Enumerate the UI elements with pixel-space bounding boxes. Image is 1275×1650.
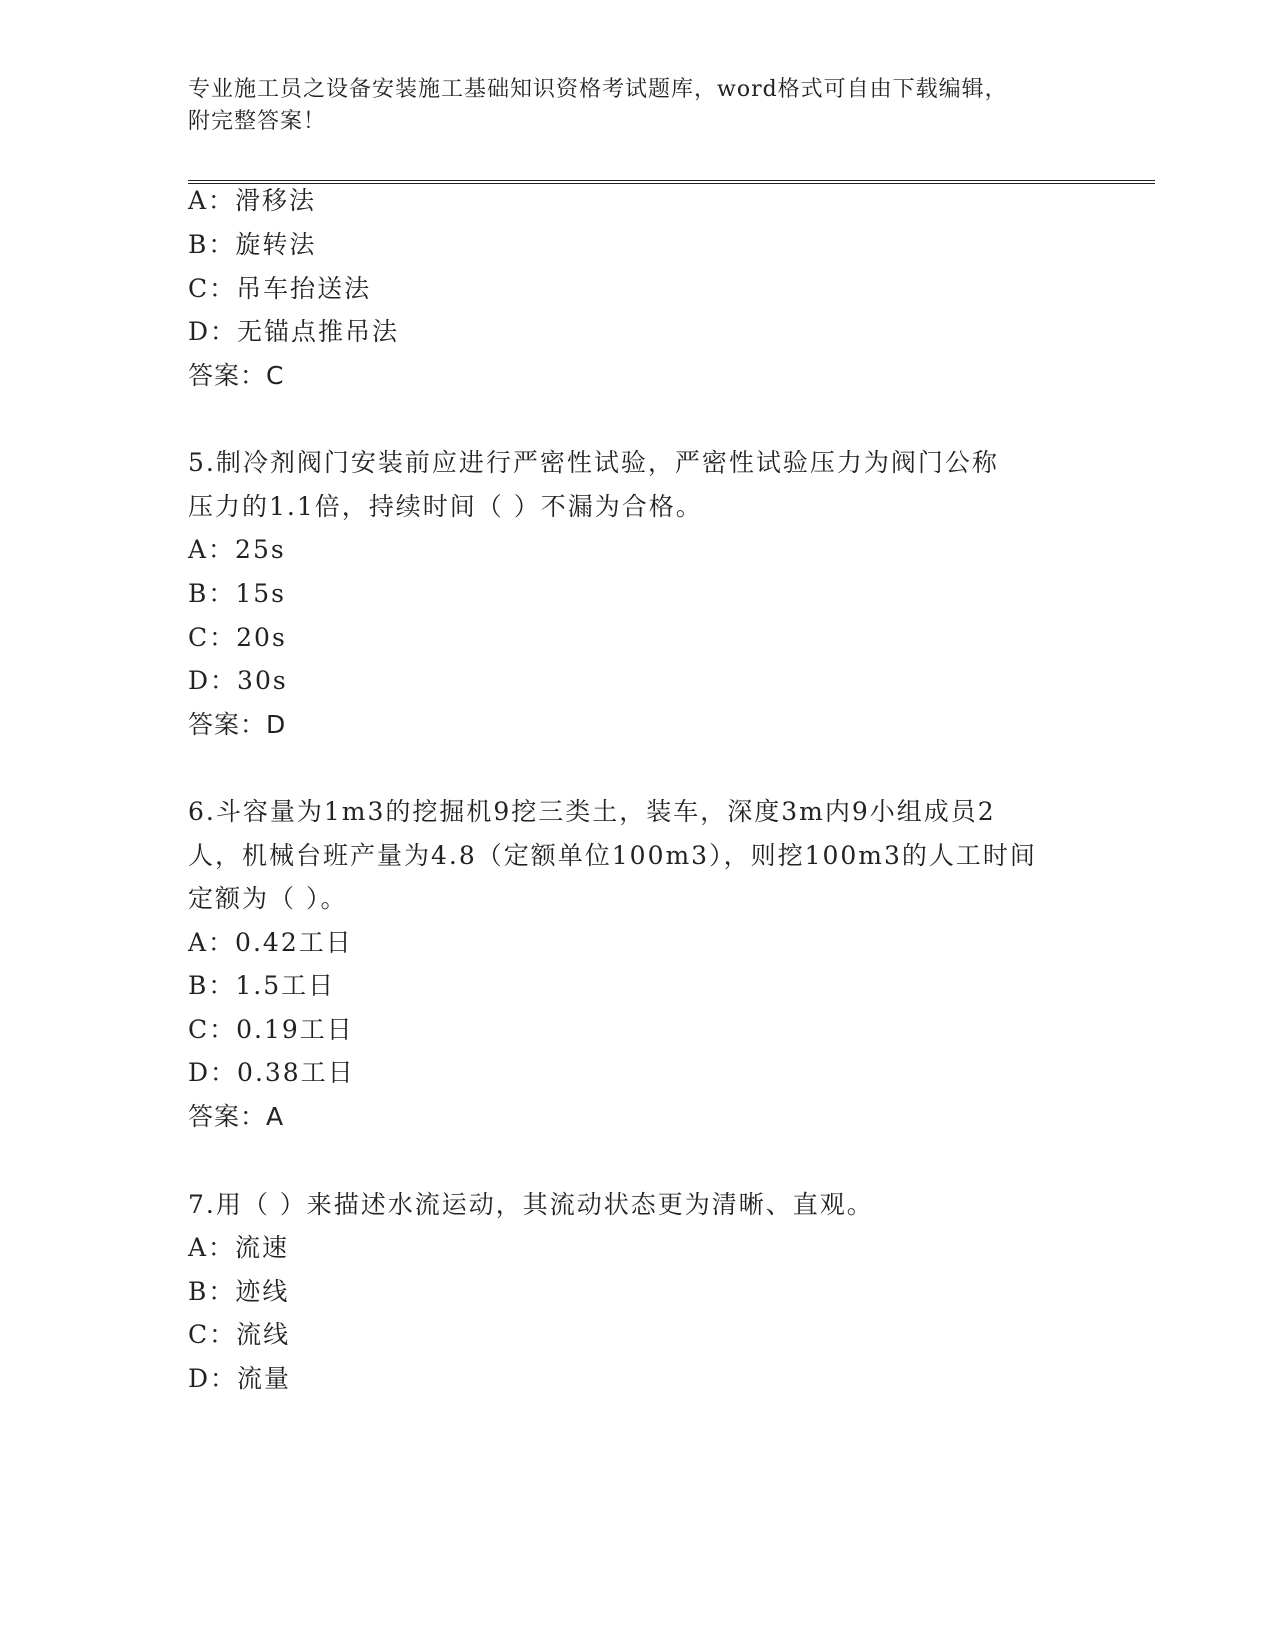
q4-answer: 答案：C bbox=[188, 361, 285, 390]
q4-option-b: B：旋转法 bbox=[188, 230, 317, 259]
q7-option-b: B：迹线 bbox=[188, 1277, 290, 1306]
q6-answer: 答案：A bbox=[188, 1102, 285, 1131]
q4-option-d: D：无锚点推吊法 bbox=[188, 317, 400, 346]
q6-option-c: C：0.19工日 bbox=[188, 1015, 354, 1044]
q6-stem-line-1: 6.斗容量为1m3的挖掘机9挖三类土，装车，深度3m内9小组成员2 bbox=[188, 797, 996, 826]
q7-option-d: D：流量 bbox=[188, 1364, 292, 1393]
q6-stem-line-2: 人，机械台班产量为4.8（定额单位100m3），则挖100m3的人工时间 bbox=[188, 841, 1037, 870]
header-line-2: 附完整答案！ bbox=[188, 109, 327, 134]
header-line-1: 专业施工员之设备安装施工基础知识资格考试题库，word格式可自由下载编辑， bbox=[188, 77, 1008, 102]
q7-option-c: C：流线 bbox=[188, 1320, 291, 1349]
q6-option-a: A：0.42工日 bbox=[188, 928, 353, 957]
header-divider bbox=[188, 180, 1155, 184]
q6-option-b: B：1.5工日 bbox=[188, 971, 336, 1000]
q5-answer: 答案：D bbox=[188, 710, 287, 739]
document-header bbox=[188, 74, 1068, 138]
q6-option-d: D：0.38工日 bbox=[188, 1058, 355, 1087]
q5-option-a: A：25s bbox=[188, 535, 286, 564]
q4-option-c: C：吊车抬送法 bbox=[188, 274, 372, 303]
q5-stem-line-1: 5.制冷剂阀门安装前应进行严密性试验，严密性试验压力为阀门公称 bbox=[188, 448, 999, 477]
q6-stem-line-3: 定额为（ ）。 bbox=[188, 884, 348, 913]
q5-option-b: B：15s bbox=[188, 579, 287, 608]
q5-stem-line-2: 压力的1.1倍，持续时间（ ）不漏为合格。 bbox=[188, 492, 703, 521]
q7-stem-line-1: 7.用（ ）来描述水流运动，其流动状态更为清晰、直观。 bbox=[188, 1190, 874, 1219]
q4-option-a: A：滑移法 bbox=[188, 186, 317, 215]
q5-option-c: C：20s bbox=[188, 623, 287, 652]
q5-option-d: D：30s bbox=[188, 666, 288, 695]
q7-option-a: A：流速 bbox=[188, 1233, 290, 1262]
